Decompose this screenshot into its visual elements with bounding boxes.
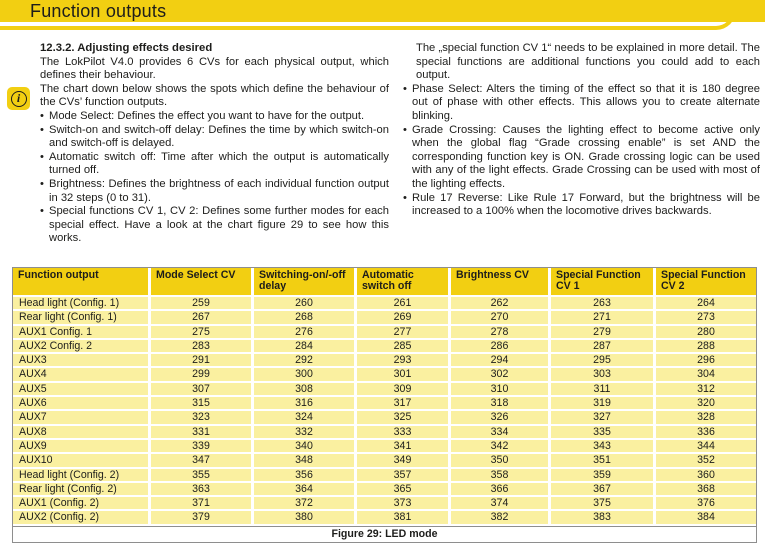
info-icon-glyph: i [16, 91, 21, 105]
cv-value: 269 [357, 311, 451, 325]
cv-value: 374 [451, 497, 551, 511]
cv-value: 303 [551, 368, 656, 382]
row-label: AUX2 Config. 2 [13, 340, 151, 354]
bullet-item: • Special functions CV 1, CV 2: Defines some further modes for each special effect. Have a look at the chart figure 29 to see how this works. [40, 205, 389, 246]
cv-value: 373 [357, 497, 451, 511]
row-label: AUX2 (Config. 2) [13, 511, 151, 525]
cv-value: 286 [451, 340, 551, 354]
cv-value: 331 [151, 426, 254, 440]
left-column [40, 42, 389, 246]
cv-value: 365 [357, 483, 451, 497]
cv-value: 326 [451, 411, 551, 425]
bullet-item: • Mode Select: Defines the effect you want to have for the output. [40, 110, 389, 124]
row-label: AUX6 [13, 397, 151, 411]
intro-paragraph: The LokPilot V4.0 provides 6 CVs for each physical output, which defines their behaviour. [40, 55, 389, 82]
row-label: Rear light (Config. 2) [13, 483, 151, 497]
table-row [13, 326, 756, 340]
section-heading: 12.3.2. Adjusting effects desired [40, 42, 213, 54]
info-paragraph: The chart down below shows the spots which define the behaviour of the CVs’ function outputs. [40, 82, 389, 109]
right-column [403, 42, 760, 246]
column-header: Automatic switch off [357, 268, 451, 297]
cv-value: 267 [151, 311, 254, 325]
table-row [13, 383, 756, 397]
bullet-item: • Brightness: Defines the brightness of each individual function output in 32 steps (0 to 31). [40, 178, 389, 205]
cv-value: 379 [151, 511, 254, 525]
row-label: AUX4 [13, 368, 151, 382]
cv-value: 381 [357, 511, 451, 525]
cv-value: 307 [151, 383, 254, 397]
cv-value: 339 [151, 440, 254, 454]
table-row [13, 511, 756, 525]
cv-value: 356 [254, 469, 357, 483]
cv-value: 268 [254, 311, 357, 325]
bullet-item: • Switch-on and switch-off delay: Defines the time by which switch-on and switch-off is delayed. [40, 124, 389, 151]
table-row [13, 340, 756, 354]
cv-value: 342 [451, 440, 551, 454]
cv-value: 333 [357, 426, 451, 440]
cv-value: 340 [254, 440, 357, 454]
row-label: AUX10 [13, 454, 151, 468]
cv-value: 363 [151, 483, 254, 497]
table-caption-row [13, 526, 756, 542]
cv-value: 320 [656, 397, 756, 411]
cv-value: 368 [656, 483, 756, 497]
right-bullet-list [403, 83, 760, 219]
cv-value: 270 [451, 311, 551, 325]
bullet-item: • Rule 17 Reverse: Like Rule 17 Forward, but the brightness will be increased to a 100% when the locomotive drives backwards. [403, 192, 760, 219]
cv-value: 279 [551, 326, 656, 340]
cv-value: 328 [656, 411, 756, 425]
cv-value: 367 [551, 483, 656, 497]
cv-value: 296 [656, 354, 756, 368]
cv-value: 357 [357, 469, 451, 483]
cv-value: 348 [254, 454, 357, 468]
row-label: Head light (Config. 2) [13, 469, 151, 483]
column-header: Special Function CV 1 [551, 268, 656, 297]
table-caption: Figure 29: LED mode [13, 526, 756, 542]
row-label: AUX1 Config. 1 [13, 326, 151, 340]
column-header: Mode Select CV [151, 268, 254, 297]
table-row [13, 426, 756, 440]
cv-value: 294 [451, 354, 551, 368]
cv-value: 383 [551, 511, 656, 525]
cv-value: 291 [151, 354, 254, 368]
cv-value: 278 [451, 326, 551, 340]
cv-value: 259 [151, 297, 254, 311]
cv-value: 316 [254, 397, 357, 411]
cv-value: 350 [451, 454, 551, 468]
cv-value: 287 [551, 340, 656, 354]
row-label: AUX1 (Config. 2) [13, 497, 151, 511]
cv-table [12, 267, 757, 543]
cv-value: 318 [451, 397, 551, 411]
cv-value: 335 [551, 426, 656, 440]
cv-value: 312 [656, 383, 756, 397]
row-label: AUX8 [13, 426, 151, 440]
cv-value: 376 [656, 497, 756, 511]
cv-value: 327 [551, 411, 656, 425]
cv-value: 380 [254, 511, 357, 525]
cv-value: 293 [357, 354, 451, 368]
cv-value: 341 [357, 440, 451, 454]
cv-value: 311 [551, 383, 656, 397]
cv-value: 347 [151, 454, 254, 468]
table-row [13, 440, 756, 454]
cv-value: 375 [551, 497, 656, 511]
cv-table-body [13, 297, 756, 526]
bullet-item: • Grade Crossing: Causes the lighting effect to become active only when the global flag “Grade crossing enable” is set AND the corresponding function key is ON. Grade crossing logic can be used with any of the light effects. Grade Crossing can be used with most of the lighting effects. [403, 124, 760, 192]
cv-value: 360 [656, 469, 756, 483]
row-label: Head light (Config. 1) [13, 297, 151, 311]
column-header: Switching-on/-off delay [254, 268, 357, 297]
cv-value: 284 [254, 340, 357, 354]
table-row [13, 354, 756, 368]
table-row [13, 454, 756, 468]
column-header: Function output [13, 268, 151, 297]
cv-value: 277 [357, 326, 451, 340]
info-icon-circle [11, 91, 27, 107]
cv-value: 315 [151, 397, 254, 411]
cv-value: 355 [151, 469, 254, 483]
table-row [13, 497, 756, 511]
titlebar [0, 0, 765, 30]
content [0, 30, 765, 246]
row-label: Rear light (Config. 1) [13, 311, 151, 325]
cv-value: 351 [551, 454, 656, 468]
column-header: Special Function CV 2 [656, 268, 756, 297]
cv-value: 295 [551, 354, 656, 368]
cv-value: 271 [551, 311, 656, 325]
cv-value: 308 [254, 383, 357, 397]
table-row [13, 411, 756, 425]
cv-value: 273 [656, 311, 756, 325]
row-label: AUX7 [13, 411, 151, 425]
cv-value: 263 [551, 297, 656, 311]
table-row [13, 368, 756, 382]
cv-value: 283 [151, 340, 254, 354]
cv-value: 344 [656, 440, 756, 454]
cv-value: 276 [254, 326, 357, 340]
bullet-item: • Phase Select: Alters the timing of the effect so that it is 180 degree out of phase with other effects. This allows you to create alternate blinking. [403, 83, 760, 124]
table-row [13, 397, 756, 411]
cv-value: 325 [357, 411, 451, 425]
cv-value: 366 [451, 483, 551, 497]
info-icon [7, 87, 30, 110]
row-label: AUX9 [13, 440, 151, 454]
cv-value: 304 [656, 368, 756, 382]
table-row [13, 469, 756, 483]
table-row [13, 297, 756, 311]
cv-value: 358 [451, 469, 551, 483]
left-bullet-list [40, 110, 389, 246]
cv-value: 299 [151, 368, 254, 382]
cv-value: 275 [151, 326, 254, 340]
cv-value: 324 [254, 411, 357, 425]
table-row [13, 311, 756, 325]
cv-value: 336 [656, 426, 756, 440]
cv-value: 300 [254, 368, 357, 382]
cv-value: 372 [254, 497, 357, 511]
cv-value: 352 [656, 454, 756, 468]
cv-value: 319 [551, 397, 656, 411]
cv-value: 384 [656, 511, 756, 525]
cv-value: 349 [357, 454, 451, 468]
cv-value: 262 [451, 297, 551, 311]
cv-value: 332 [254, 426, 357, 440]
bullet-item: • Automatic switch off: Time after which the output is automatically turned off. [40, 151, 389, 178]
cv-value: 364 [254, 483, 357, 497]
column-header: Brightness CV [451, 268, 551, 297]
cv-value: 261 [357, 297, 451, 311]
cv-value: 343 [551, 440, 656, 454]
cv-value: 280 [656, 326, 756, 340]
cv-value: 317 [357, 397, 451, 411]
cv-value: 292 [254, 354, 357, 368]
cv-value: 309 [357, 383, 451, 397]
cv-value: 260 [254, 297, 357, 311]
row-label: AUX3 [13, 354, 151, 368]
cv-value: 382 [451, 511, 551, 525]
cv-value: 371 [151, 497, 254, 511]
row-label: AUX5 [13, 383, 151, 397]
table-header-row [13, 268, 756, 297]
cv-value: 359 [551, 469, 656, 483]
cv-value: 302 [451, 368, 551, 382]
page-title: Function outputs [30, 1, 167, 21]
cv-value: 301 [357, 368, 451, 382]
table-row [13, 483, 756, 497]
cv-value: 310 [451, 383, 551, 397]
cv-value: 334 [451, 426, 551, 440]
cv-value: 285 [357, 340, 451, 354]
cv-value: 323 [151, 411, 254, 425]
cv-value: 288 [656, 340, 756, 354]
special-function-paragraph: The „special function CV 1“ needs to be explained in more detail. The special functions are additional functions you could add to each output. [416, 42, 760, 82]
cv-value: 264 [656, 297, 756, 311]
